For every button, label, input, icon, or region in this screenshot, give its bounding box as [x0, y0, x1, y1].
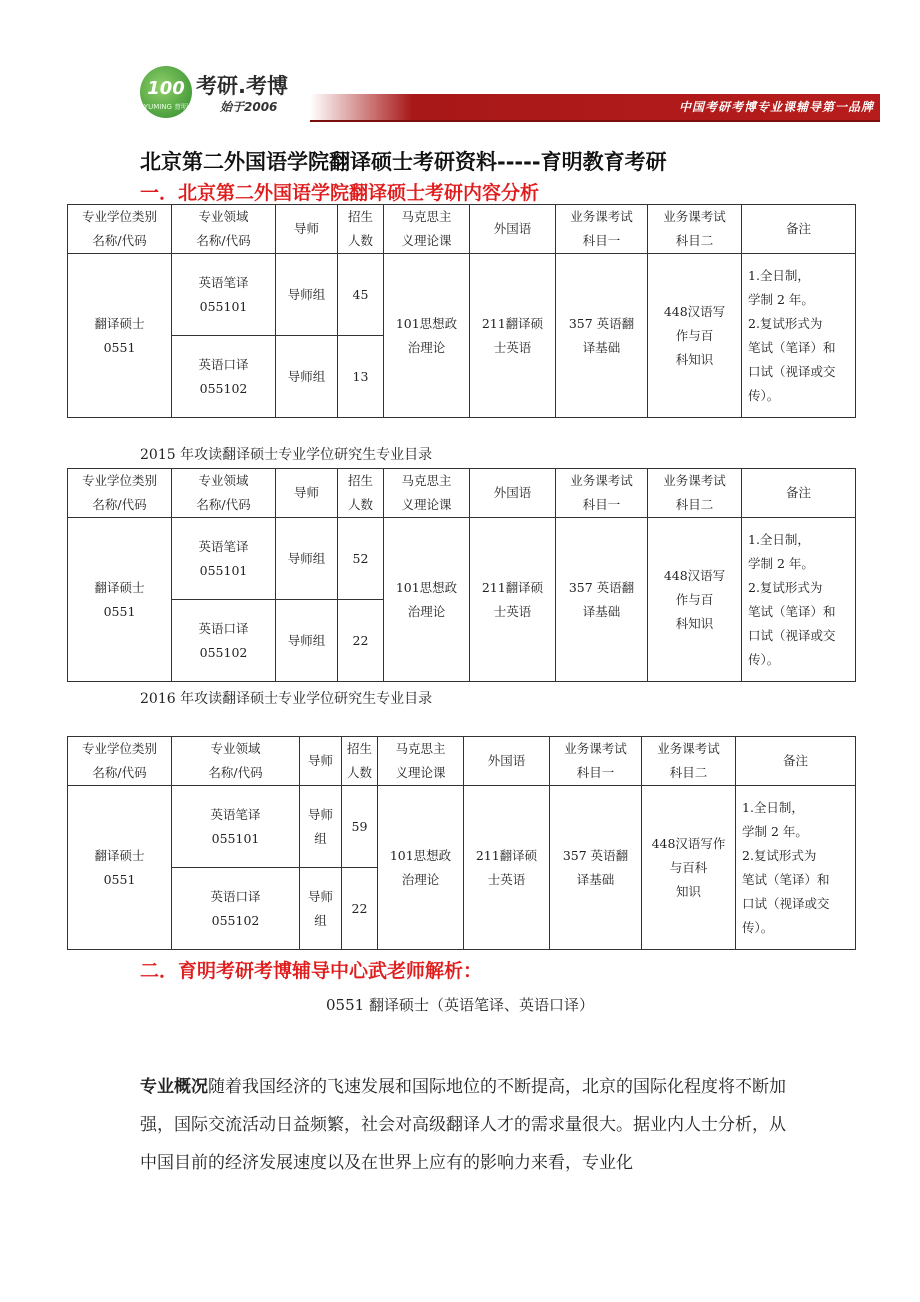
- document-title: 北京第二外国语学院翻译硕士考研资料-----育明教育考研: [140, 150, 667, 174]
- section-subtitle: 0551 翻译硕士（英语笔译、英语口译）: [326, 996, 594, 1014]
- column-header: 专业领域 名称/代码: [172, 737, 300, 786]
- subject1-exam-cell: 357 英语翻 译基础: [556, 518, 648, 682]
- column-header: 外国语: [470, 205, 556, 254]
- slogan-banner: [310, 94, 880, 122]
- column-header: 外国语: [470, 469, 556, 518]
- subject1-exam-cell: 357 英语翻 译基础: [556, 254, 648, 418]
- brand-name: 考研.考博: [196, 74, 288, 98]
- column-header: 业务课考试 科目一: [556, 469, 648, 518]
- advisor-cell: 导师 组: [300, 786, 342, 868]
- section-heading-1: 一．北京第二外国语学院翻译硕士考研内容分析: [140, 182, 540, 204]
- advisor-cell: 导师 组: [300, 868, 342, 950]
- table-row: [68, 254, 856, 336]
- advisor-cell: 导师组: [276, 518, 338, 600]
- column-header: 外国语: [464, 737, 550, 786]
- column-header: 业务课考试 科目一: [550, 737, 642, 786]
- politics-exam-cell: 101思想政 治理论: [384, 254, 470, 418]
- advisor-cell: 导师组: [276, 336, 338, 418]
- notes-cell: 1.全日制， 学制 2 年。 2.复试形式为 笔试（笔译）和 口试（视译或交 传）。: [742, 254, 856, 418]
- column-header: 备注: [736, 737, 856, 786]
- column-header: 专业领域 名称/代码: [172, 205, 276, 254]
- catalog-table-2015: [67, 468, 856, 682]
- subject2-exam-cell: 448汉语写 作与百 科知识: [648, 254, 742, 418]
- catalog-table-1: [67, 204, 856, 418]
- advisor-cell: 导师组: [276, 600, 338, 682]
- politics-exam-cell: 101思想政 治理论: [378, 786, 464, 950]
- degree-cell: 翻译硕士 0551: [68, 254, 172, 418]
- enrollment-count-cell: 45: [338, 254, 384, 336]
- advisor-cell: 导师组: [276, 254, 338, 336]
- overview-paragraph: [140, 1068, 790, 1182]
- column-header: 专业领域 名称/代码: [172, 469, 276, 518]
- column-header: 导师: [276, 205, 338, 254]
- field-cell: 英语笔译 055101: [172, 786, 300, 868]
- logo-text: 100: [147, 78, 185, 99]
- field-cell: 英语笔译 055101: [172, 254, 276, 336]
- column-header: 招生 人数: [338, 205, 384, 254]
- field-cell: 英语笔译 055101: [172, 518, 276, 600]
- column-header: 备注: [742, 205, 856, 254]
- column-header: 业务课考试 科目二: [642, 737, 736, 786]
- column-header: 专业学位类别 名称/代码: [68, 205, 172, 254]
- enrollment-count-cell: 13: [338, 336, 384, 418]
- table-header-row: [68, 205, 856, 254]
- column-header: 马克思主 义理论课: [384, 469, 470, 518]
- politics-exam-cell: 101思想政 治理论: [384, 518, 470, 682]
- table-header-row: [68, 469, 856, 518]
- column-header: 导师: [300, 737, 342, 786]
- notes-cell: 1.全日制， 学制 2 年。 2.复试形式为 笔试（笔译）和 口试（视译或交 传）。: [736, 786, 856, 950]
- notes-cell: 1.全日制， 学制 2 年。 2.复试形式为 笔试（笔译）和 口试（视译或交 传）。: [742, 518, 856, 682]
- logo-subtext: YUMING 育明: [143, 103, 189, 111]
- overview-text: 随着我国经济的飞速发展和国际地位的不断提高，北京的国际化程度将不断加强，国际交流活动日益频繁，社会对高级翻译人才的需求量很大。据业内人士分析，从中国目前的经济发展速度以及在世界上应有的影响力来看，专业化: [140, 1077, 786, 1173]
- subject1-exam-cell: 357 英语翻 译基础: [550, 786, 642, 950]
- enrollment-count-cell: 59: [342, 786, 378, 868]
- brand-since: 始于2006: [220, 100, 278, 114]
- table-row: [68, 518, 856, 600]
- column-header: 备注: [742, 469, 856, 518]
- table-row: [68, 786, 856, 868]
- field-cell: 英语口译 055102: [172, 868, 300, 950]
- caption-2016: 2016 年攻读翻译硕士专业学位研究生专业目录: [140, 691, 433, 707]
- degree-cell: 翻译硕士 0551: [68, 518, 172, 682]
- column-header: 专业学位类别 名称/代码: [68, 469, 172, 518]
- page-header: [140, 62, 880, 120]
- column-header: 招生 人数: [342, 737, 378, 786]
- language-exam-cell: 211翻译硕 士英语: [470, 254, 556, 418]
- column-header: 专业学位类别 名称/代码: [68, 737, 172, 786]
- enrollment-count-cell: 22: [342, 868, 378, 950]
- subject2-exam-cell: 448汉语写 作与百 科知识: [648, 518, 742, 682]
- enrollment-count-cell: 52: [338, 518, 384, 600]
- enrollment-count-cell: 22: [338, 600, 384, 682]
- field-cell: 英语口译 055102: [172, 600, 276, 682]
- slogan-text: 中国考研考博专业课辅导第一品牌: [678, 100, 874, 114]
- column-header: 马克思主 义理论课: [378, 737, 464, 786]
- yuming-logo: [140, 66, 192, 118]
- column-header: 马克思主 义理论课: [384, 205, 470, 254]
- caption-2015: 2015 年攻读翻译硕士专业学位研究生专业目录: [140, 447, 433, 463]
- subject2-exam-cell: 448汉语写作 与百科 知识: [642, 786, 736, 950]
- column-header: 导师: [276, 469, 338, 518]
- column-header: 业务课考试 科目一: [556, 205, 648, 254]
- column-header: 招生 人数: [338, 469, 384, 518]
- column-header: 业务课考试 科目二: [648, 205, 742, 254]
- language-exam-cell: 211翻译硕 士英语: [470, 518, 556, 682]
- language-exam-cell: 211翻译硕 士英语: [464, 786, 550, 950]
- table-header-row: [68, 737, 856, 786]
- overview-lead: 专业概况: [140, 1077, 208, 1097]
- catalog-table-2016: [67, 736, 856, 950]
- field-cell: 英语口译 055102: [172, 336, 276, 418]
- section-heading-2: 二．育明考研考博辅导中心武老师解析：: [140, 960, 483, 982]
- column-header: 业务课考试 科目二: [648, 469, 742, 518]
- degree-cell: 翻译硕士 0551: [68, 786, 172, 950]
